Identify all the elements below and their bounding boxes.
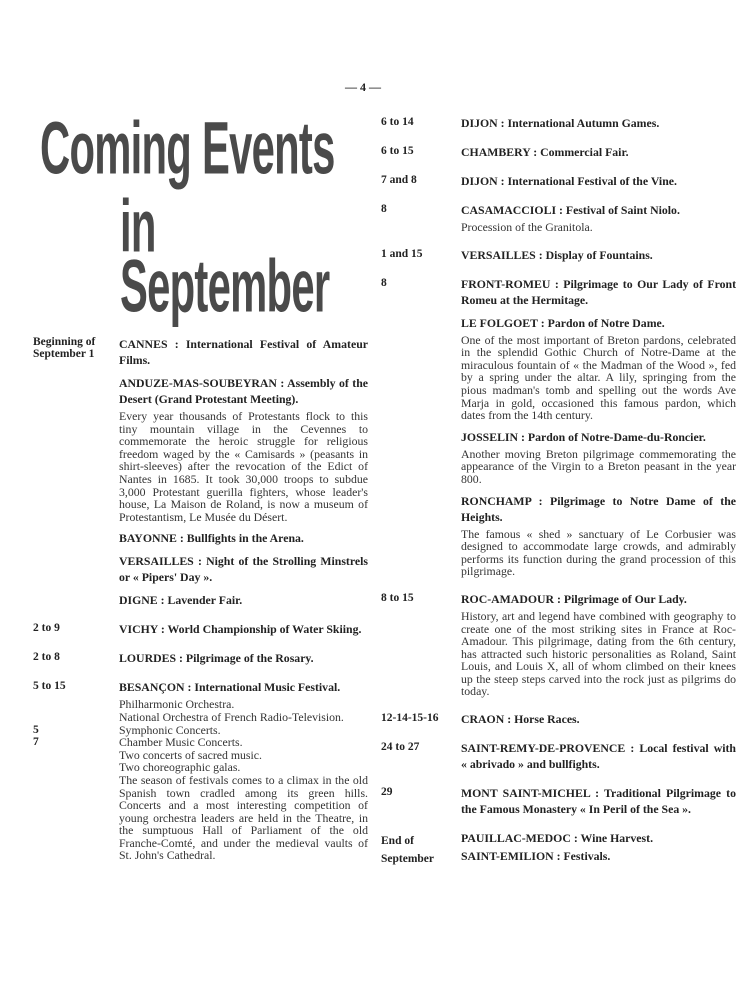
event-date: 7 and 8 bbox=[381, 174, 417, 186]
event-date: 8 to 15 bbox=[381, 591, 414, 604]
event-entries bbox=[119, 650, 368, 673]
event-date: 24 to 27 bbox=[381, 741, 420, 754]
event-row bbox=[33, 650, 368, 673]
title-line-2: in bbox=[120, 184, 156, 269]
event-item bbox=[461, 276, 736, 308]
event-heading: JOSSELIN : Pardon of Notre-Dame-du-Roncier. bbox=[461, 429, 706, 444]
event-date: 8 bbox=[381, 276, 387, 289]
event-item bbox=[461, 493, 736, 578]
sub-item-text: Philharmonic Orchestra. bbox=[119, 697, 235, 712]
event-entries bbox=[461, 247, 736, 270]
event-heading: VICHY : World Championship of Water Skiing. bbox=[119, 622, 362, 637]
event-heading: LOURDES : Pilgrimage of the Rosary. bbox=[119, 651, 314, 666]
event-heading: CRAON : Horse Races. bbox=[461, 712, 580, 727]
sub-item-date bbox=[33, 698, 119, 711]
event-entries bbox=[461, 202, 736, 241]
sub-item bbox=[119, 711, 368, 724]
sub-item-text: National Orchestra of French Radio-Television. bbox=[119, 709, 344, 724]
event-item bbox=[461, 429, 736, 486]
date-text: Beginning of September 1 bbox=[33, 336, 96, 360]
event-item bbox=[119, 650, 368, 666]
event-heading: BESANÇON : International Music Festival. bbox=[119, 680, 341, 695]
event-date bbox=[381, 830, 461, 871]
event-heading: CASAMACCIOLI : Festival of Saint Niolo. bbox=[461, 203, 680, 217]
sub-item-text: Chamber Music Concerts. bbox=[119, 735, 243, 750]
event-entries bbox=[119, 621, 368, 644]
page-number: — 4 — bbox=[345, 80, 381, 94]
sub-item bbox=[33, 735, 368, 750]
event-item bbox=[461, 591, 736, 698]
event-heading: CANNES : International Festival of Amateur Films. bbox=[119, 337, 368, 367]
event-entries bbox=[461, 591, 736, 705]
event-heading: MONT SAINT-MICHEL : Traditional Pilgrimage to the Famous Monastery « In Peril of the Sea ». bbox=[461, 786, 736, 817]
event-heading: RONCHAMP : Pilgrimage to Notre Dame of the Heights. bbox=[461, 493, 736, 524]
title-line-1: Coming Events bbox=[40, 106, 335, 191]
event-item bbox=[461, 848, 736, 864]
event-item bbox=[461, 144, 736, 160]
event-description: Another moving Breton pilgrimage commemorating the appearance of the Virgin to a Breton peasant in the year 800. bbox=[461, 446, 736, 486]
event-row bbox=[381, 173, 736, 196]
event-row bbox=[33, 336, 368, 615]
event-item bbox=[461, 202, 736, 234]
event-entries bbox=[461, 785, 736, 824]
sub-item-text: Two concerts of sacred music. bbox=[119, 747, 262, 762]
event-row bbox=[381, 115, 736, 138]
event-item bbox=[461, 115, 736, 131]
event-heading: CHAMBERY : Commercial Fair. bbox=[461, 145, 629, 159]
sub-item-text: Two choreographic galas. bbox=[119, 760, 241, 775]
event-item bbox=[461, 830, 736, 846]
event-heading: LE FOLGOET : Pardon of Notre Dame. bbox=[461, 315, 665, 330]
event-row bbox=[381, 711, 736, 734]
title-line-3: September bbox=[120, 244, 330, 329]
sub-items bbox=[33, 697, 368, 775]
event-entries bbox=[461, 276, 736, 585]
event-row bbox=[381, 591, 736, 705]
event-row bbox=[381, 247, 736, 270]
event-heading: PAUILLAC-MEDOC : Wine Harvest. bbox=[461, 831, 654, 846]
event-item bbox=[119, 375, 368, 523]
event-item bbox=[119, 530, 368, 546]
event-date: 6 to 14 bbox=[381, 116, 414, 128]
event-row bbox=[381, 740, 736, 779]
event-item bbox=[119, 553, 368, 585]
event-heading: FRONT-ROMEU : Pilgrimage to Our Lady of Front Romeu at the Hermitage. bbox=[461, 276, 736, 307]
event-row bbox=[381, 276, 736, 585]
event-description: History, art and legend have combined with geography to create one of the most striking sites in France at Roc-Amadour. This pilgrimage, dating from the 6th century, has attracted such historic personalities as Roland, Saint Louis, and Louis X, all of whom climbed on their knees up the steep steps carved into the rock just as pilgrims do today. bbox=[461, 608, 736, 699]
event-description: The season of festivals comes to a climax in the old Spanish town cradled among its green hills. Concerts and a most interesting competition of young orchestra leaders are held in the Theatre, in the sumptuous Hall of Parliament of the old Franche-Comté, and under the medieval vaults of St. John's Cathedral. bbox=[119, 772, 368, 863]
sub-item-date bbox=[33, 761, 119, 774]
event-date bbox=[33, 336, 119, 615]
right-column bbox=[381, 115, 736, 877]
date-text: End of September bbox=[381, 835, 435, 866]
event-entries bbox=[461, 830, 736, 871]
event-description: The famous « shed » sanctuary of Le Corbusier was designed to accommodate large crowds, and admirably performs its function during the grand procession of this pilgrimage. bbox=[461, 526, 736, 579]
event-heading: BAYONNE : Bullfights in the Arena. bbox=[119, 531, 304, 546]
sub-item-date bbox=[33, 749, 119, 762]
event-description: One of the most important of Breton pardons, celebrated in the splendid Gothic Church of Notre-Dame at the miraculous fountain of « the Madman of the Wood », fed by a spring under the altar. A lily, springing from the pious madman's tomb and spelling out the words Ave Marja in gold, occasioned this famous pardon, which dates from the 14th century. bbox=[461, 332, 736, 423]
sub-item-date bbox=[33, 711, 119, 724]
event-heading: SAINT-REMY-DE-PROVENCE : Local festival with « abrivado » and bullfights. bbox=[461, 741, 736, 772]
event-entries bbox=[461, 711, 736, 734]
event-heading: ROC-AMADOUR : Pilgrimage of Our Lady. bbox=[461, 591, 687, 606]
event-heading: ANDUZE-MAS-SOUBEYRAN : Assembly of the Desert (Grand Protestant Meeting). bbox=[119, 376, 368, 406]
event-item bbox=[461, 315, 736, 422]
event-entries bbox=[461, 144, 736, 167]
event-heading: VERSAILLES : Display of Fountains. bbox=[461, 247, 653, 262]
event-description: Every year thousands of Protestants flock to this tiny mountain village in the Cevennes to commemorate the heroic struggle for religious freedom waged by the « Camisards » (peasants in shirt-sleeves) after the revocation of the Edict of Nantes in 1685. It took 30,000 troops to subdue 3,000 Protestant guerilla fighters, whose leader's house, La Maison de Roland, is now a museum of Protestantism, Le Musée du Désert. bbox=[119, 409, 368, 524]
event-entries bbox=[119, 336, 368, 615]
event-item bbox=[461, 711, 736, 727]
event-item bbox=[461, 173, 736, 189]
event-heading: DIGNE : Lavender Fair. bbox=[119, 593, 243, 608]
event-heading: SAINT-EMILION : Festivals. bbox=[461, 849, 611, 864]
event-item bbox=[119, 336, 368, 368]
event-date: 29 bbox=[381, 786, 393, 799]
event-entries bbox=[461, 173, 736, 196]
event-item bbox=[461, 785, 736, 817]
event-item bbox=[461, 247, 736, 263]
event-date: 1 and 15 bbox=[381, 247, 423, 260]
event-row bbox=[381, 785, 736, 824]
sub-item-date: 5 bbox=[33, 723, 39, 736]
event-date: 8 bbox=[381, 203, 387, 215]
event-date: 5 to 15 bbox=[33, 680, 66, 693]
event-row bbox=[33, 621, 368, 644]
event-item bbox=[461, 740, 736, 772]
event-date: 12-14-15-16 bbox=[381, 712, 439, 725]
event-date: 2 to 8 bbox=[33, 651, 60, 664]
event-entries bbox=[461, 740, 736, 779]
event-date: 6 to 15 bbox=[381, 145, 414, 157]
left-column bbox=[33, 336, 368, 875]
event-heading: DIJON : International Autumn Games. bbox=[461, 116, 660, 130]
event-entries bbox=[461, 115, 736, 138]
sub-item-text: Symphonic Concerts. bbox=[119, 722, 221, 737]
event-heading: DIJON : International Festival of the Vine. bbox=[461, 174, 677, 188]
event-date: 2 to 9 bbox=[33, 622, 60, 635]
sub-item-date: 7 bbox=[33, 736, 39, 749]
event-row bbox=[381, 202, 736, 241]
event-row bbox=[381, 144, 736, 167]
event-row bbox=[33, 679, 368, 869]
event-heading: VERSAILLES : Night of the Strolling Minstrels or « Pipers' Day ». bbox=[119, 554, 368, 585]
event-description: Procession of the Granitola. bbox=[461, 220, 593, 234]
event-row bbox=[381, 830, 736, 871]
event-item bbox=[119, 621, 368, 637]
event-item bbox=[119, 592, 368, 608]
